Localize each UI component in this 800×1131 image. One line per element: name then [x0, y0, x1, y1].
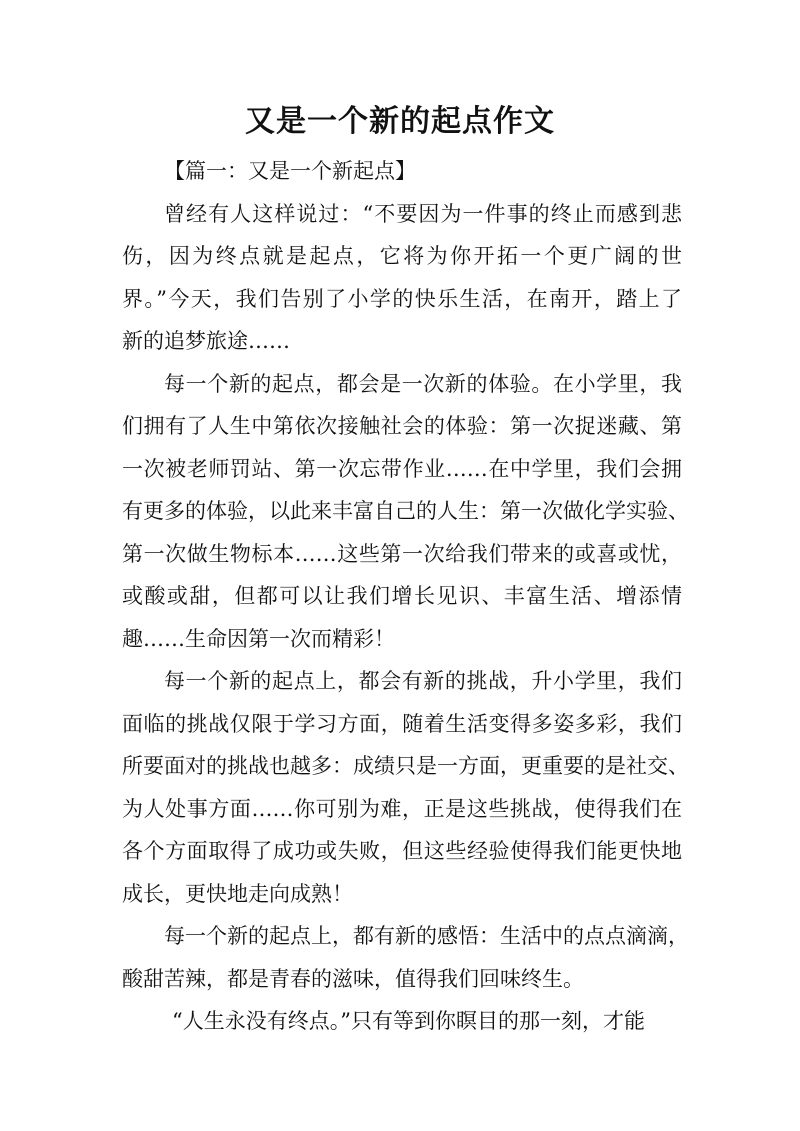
- paragraph-line: 为人处事方面……你可别为难，正是这些挑战，使得我们在: [122, 796, 682, 821]
- paragraph-2: [122, 363, 689, 661]
- paragraph-line: 第一次做生物标本……这些第一次给我们带来的或喜或忧，: [122, 541, 682, 566]
- paragraph-line: 每一个新的起点，都会是一次新的体验。在小学里，我: [164, 371, 682, 396]
- paragraph-line: 每一个新的起点上，都有新的感悟：生活中的点点滴滴，: [164, 924, 689, 948]
- paragraph-line: 们拥有了人生中第依次接触社会的体验：第一次捉迷藏、第: [122, 414, 682, 438]
- paragraph-line: 趣……生命因第一次而精彩！: [122, 626, 395, 651]
- paragraph-line: 每一个新的起点上，都会有新的挑战，升小学里，我们: [164, 669, 682, 693]
- paragraph-line: “人生永没有终点。”只有等到你瞑目的那一刻，才能: [172, 1009, 645, 1033]
- paragraph-line: 所要面对的挑战也越多：成绩只是一方面，更重要的是社交、: [122, 754, 689, 778]
- paragraph-line: 面临的挑战仅限于学习方面，随着生活变得多姿多彩，我们: [122, 711, 682, 736]
- paragraph-line: 各个方面取得了成功或失败，但这些经验使得我们能更快地: [122, 839, 682, 863]
- paragraph-3: [122, 660, 689, 915]
- paragraph-line: 成长，更快地走向成熟！: [122, 881, 353, 906]
- section-label: 【篇一：又是一个新起点】: [164, 159, 416, 183]
- paragraph-line: 有更多的体验，以此来丰富自己的人生：第一次做化学实验、: [122, 499, 689, 523]
- paragraph-line: 酸甜苦辣，都是青春的滋味，值得我们回味终生。: [122, 966, 584, 991]
- paragraph-5: [122, 1000, 682, 1043]
- document-title: 又是一个新的起点作文: [245, 104, 555, 139]
- paragraph-line: 或酸或甜，但都可以让我们增长见识、丰富生活、增添情: [122, 584, 682, 608]
- paragraph-line: 曾经有人这样说过：“不要因为一件事的终止而感到悲: [164, 201, 682, 226]
- document-body: [122, 150, 689, 1043]
- paragraph-line: 一次被老师罚站、第一次忘带作业……在中学里，我们会拥: [122, 456, 682, 481]
- paragraph-line: 伤，因为终点就是起点，它将为你开拓一个更广阔的世: [122, 244, 682, 268]
- paragraph-line: 新的追梦旅途……: [122, 329, 290, 353]
- paragraph-1: [122, 193, 682, 363]
- paragraph-line: 界。”今天，我们告别了小学的快乐生活，在南开，踏上了: [122, 286, 682, 311]
- paragraph-4: [122, 915, 689, 1000]
